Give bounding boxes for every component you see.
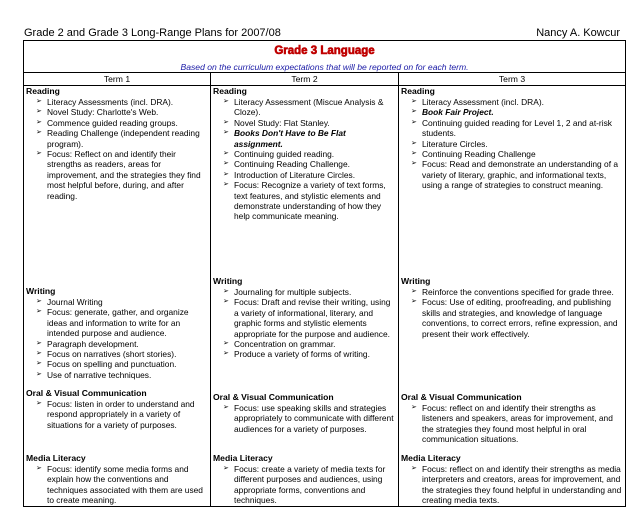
arrow-bullet-icon: ➢ bbox=[36, 465, 42, 472]
list-item: ➢ Paragraph development. bbox=[36, 338, 139, 349]
t2-oral-section bbox=[213, 392, 396, 453]
term-1-column bbox=[24, 86, 211, 507]
list-item: ➢ Introduction of Literature Circles. bbox=[223, 169, 356, 180]
arrow-bullet-icon: ➢ bbox=[36, 129, 42, 137]
list-item: ➢ Produce a variety of forms of writing. bbox=[223, 349, 370, 360]
author-name: Nancy A. Kowcur bbox=[536, 27, 620, 39]
arrow-bullet-icon: ➢ bbox=[36, 118, 42, 126]
term-2-header: Term 2 bbox=[211, 73, 399, 86]
list-item: ➢ Focus on spelling and punctuation. bbox=[36, 359, 177, 370]
arrow-bullet-icon: ➢ bbox=[411, 298, 417, 306]
list-item: ➢ Focus: reflect on and identify their strengths as media interpreters and creators, areas for improvement, and the strategies they found helpful in understanding and creating media texts. bbox=[411, 464, 622, 506]
arrow-bullet-icon: ➢ bbox=[411, 108, 417, 116]
list-item: ➢ Novel Study: Charlotte's Web. bbox=[36, 107, 159, 118]
list-item: ➢ Focus: listen in order to understand and respond appropriately in a variety of situations for a variety of purposes. bbox=[36, 399, 195, 430]
t3-oral-section bbox=[401, 392, 623, 453]
plan-table bbox=[23, 40, 626, 507]
list-item: ➢ Focus: Reflect on and identify their strengths as readers, areas for improvement, and the strategies they find most helpful before, during, and after reading. bbox=[36, 149, 201, 201]
list-item: ➢ Continuing Reading Challenge. bbox=[223, 159, 350, 170]
term-1-header: Term 1 bbox=[24, 73, 211, 86]
t2-reading-heading: Reading bbox=[213, 86, 247, 96]
t3-media-heading: Media Literacy bbox=[401, 453, 461, 463]
list-item: ➢ Literacy Assessment (Miscue Analysis & Cloze). bbox=[223, 97, 384, 118]
list-item: ➢ Literacy Assessments (incl. DRA). bbox=[36, 97, 174, 107]
arrow-bullet-icon: ➢ bbox=[36, 150, 42, 158]
arrow-bullet-icon: ➢ bbox=[223, 150, 229, 158]
list-item: ➢ Literature Circles. bbox=[411, 138, 488, 149]
t2-reading-section bbox=[213, 86, 396, 276]
t3-oral-heading: Oral & Visual Communication bbox=[401, 392, 522, 402]
arrow-bullet-icon: ➢ bbox=[223, 181, 229, 189]
arrow-bullet-icon: ➢ bbox=[223, 465, 229, 472]
list-item: ➢ Books Don't Have to Be Flat assignment. bbox=[223, 128, 346, 149]
list-item: ➢ Continuing Reading Challenge bbox=[411, 149, 536, 160]
arrow-bullet-icon: ➢ bbox=[223, 118, 229, 126]
t1-oral-heading: Oral & Visual Communication bbox=[26, 388, 147, 398]
arrow-bullet-icon: ➢ bbox=[36, 308, 42, 316]
t1-writing-heading: Writing bbox=[26, 286, 56, 296]
arrow-bullet-icon: ➢ bbox=[36, 370, 42, 378]
arrow-bullet-icon: ➢ bbox=[223, 404, 229, 411]
arrow-bullet-icon: ➢ bbox=[36, 400, 42, 407]
list-item: ➢ Continuing guided reading for Level 1, 2 and at-risk students. bbox=[411, 117, 612, 139]
t3-writing-heading: Writing bbox=[401, 276, 431, 286]
arrow-bullet-icon: ➢ bbox=[411, 118, 417, 126]
list-item: ➢ Novel Study: Flat Stanley. bbox=[223, 117, 330, 128]
t2-oral-heading: Oral & Visual Communication bbox=[213, 392, 334, 402]
t1-writing-section bbox=[26, 286, 208, 388]
subject-banner bbox=[24, 41, 626, 73]
list-item: ➢ Focus: create a variety of media texts for different purposes and audiences, using appropriate forms, conventions and techniques. bbox=[223, 464, 386, 506]
list-item: ➢ Focus: identify some media forms and explain how the conventions and techniques associated with them are used to create meaning. bbox=[36, 464, 203, 506]
arrow-bullet-icon: ➢ bbox=[223, 129, 229, 137]
t2-media-heading: Media Literacy bbox=[213, 453, 273, 463]
t2-writing-section bbox=[213, 276, 396, 392]
arrow-bullet-icon: ➢ bbox=[223, 160, 229, 168]
list-item: ➢ Focus: Use of editing, proofreading, and publishing skills and strategies, and knowledge of language conventions, to correct errors, refine expression, and present their work effectively. bbox=[411, 297, 618, 339]
arrow-bullet-icon: ➢ bbox=[223, 350, 229, 358]
term-3-column bbox=[399, 86, 626, 507]
arrow-bullet-icon: ➢ bbox=[223, 340, 229, 348]
t1-reading-heading: Reading bbox=[26, 86, 60, 96]
subject-title: Grade 3 Language bbox=[274, 45, 375, 57]
t3-reading-heading: Reading bbox=[401, 86, 435, 96]
arrow-bullet-icon: ➢ bbox=[411, 160, 417, 168]
t3-media-section bbox=[401, 453, 623, 506]
arrow-bullet-icon: ➢ bbox=[411, 150, 417, 158]
list-item: ➢ Commence guided reading groups. bbox=[36, 117, 178, 128]
arrow-bullet-icon: ➢ bbox=[411, 98, 417, 105]
arrow-bullet-icon: ➢ bbox=[411, 404, 417, 411]
arrow-bullet-icon: ➢ bbox=[36, 108, 42, 116]
t2-writing-heading: Writing bbox=[213, 276, 243, 286]
arrow-bullet-icon: ➢ bbox=[223, 98, 229, 105]
arrow-bullet-icon: ➢ bbox=[36, 339, 42, 347]
arrow-bullet-icon: ➢ bbox=[36, 350, 42, 358]
arrow-bullet-icon: ➢ bbox=[411, 139, 417, 147]
arrow-bullet-icon: ➢ bbox=[36, 98, 42, 105]
list-item: ➢ Focus: Read and demonstrate an understanding of a variety of literary, graphic, and informational texts, using a range of strategies to construct meaning. bbox=[411, 159, 619, 191]
term-3-header: Term 3 bbox=[399, 73, 626, 86]
t1-reading-section bbox=[26, 86, 208, 286]
t1-media-section bbox=[26, 453, 208, 506]
list-item: ➢ Focus: reflect on and identify their strengths as listeners and speakers, areas for improvement, and the strategies they found most helpful in oral communication situations. bbox=[411, 403, 613, 445]
t3-writing-section bbox=[401, 276, 623, 392]
list-item: ➢ Focus: use speaking skills and strategies appropriately to communicate with different audiences for a variety of purposes. bbox=[223, 403, 394, 434]
t1-media-heading: Media Literacy bbox=[26, 453, 86, 463]
document-title: Grade 2 and Grade 3 Long-Range Plans for 2007/08 bbox=[24, 27, 281, 39]
arrow-bullet-icon: ➢ bbox=[411, 465, 417, 472]
list-item: ➢ Journaling for multiple subjects. bbox=[223, 287, 352, 297]
t2-media-section bbox=[213, 453, 396, 506]
list-item: ➢ Focus: Draft and revise their writing, using a variety of informational, literary, and graphic forms and stylistic elements appropriate for the purpose and audience. bbox=[223, 297, 391, 339]
list-item: ➢ Reading Challenge (independent reading program). bbox=[36, 128, 200, 149]
list-item: ➢ Focus: Recognize a variety of text forms, text features, and stylistic elements and demonstrate understanding of how they help communicate meaning. bbox=[223, 180, 386, 222]
document-header bbox=[24, 27, 624, 41]
arrow-bullet-icon: ➢ bbox=[411, 288, 417, 295]
t3-reading-section bbox=[401, 86, 623, 276]
t1-oral-section bbox=[26, 388, 208, 453]
list-item: ➢ Journal Writing bbox=[36, 297, 103, 307]
list-item: ➢ Book Fair Project. bbox=[411, 107, 494, 118]
list-item: ➢ Use of narrative techniques. bbox=[36, 369, 152, 380]
list-item: ➢ Reinforce the conventions specified for grade three. bbox=[411, 287, 614, 297]
subject-subtitle: Based on the curriculum expectations that will be reported on for each term. bbox=[180, 62, 469, 72]
list-item: ➢ Continuing guided reading. bbox=[223, 149, 335, 160]
arrow-bullet-icon: ➢ bbox=[223, 298, 229, 306]
arrow-bullet-icon: ➢ bbox=[223, 170, 229, 178]
list-item: ➢ Literacy Assessment (incl. DRA). bbox=[411, 97, 544, 107]
arrow-bullet-icon: ➢ bbox=[223, 288, 229, 295]
list-item: ➢ Concentration on grammar. bbox=[223, 339, 336, 350]
term-2-column bbox=[211, 86, 399, 507]
list-item: ➢ Focus on narratives (short stories). bbox=[36, 349, 177, 360]
list-item: ➢ Focus: generate, gather, and organize ideas and information to write for an intended purpose and audience. bbox=[36, 307, 189, 339]
arrow-bullet-icon: ➢ bbox=[36, 360, 42, 368]
arrow-bullet-icon: ➢ bbox=[36, 298, 42, 305]
